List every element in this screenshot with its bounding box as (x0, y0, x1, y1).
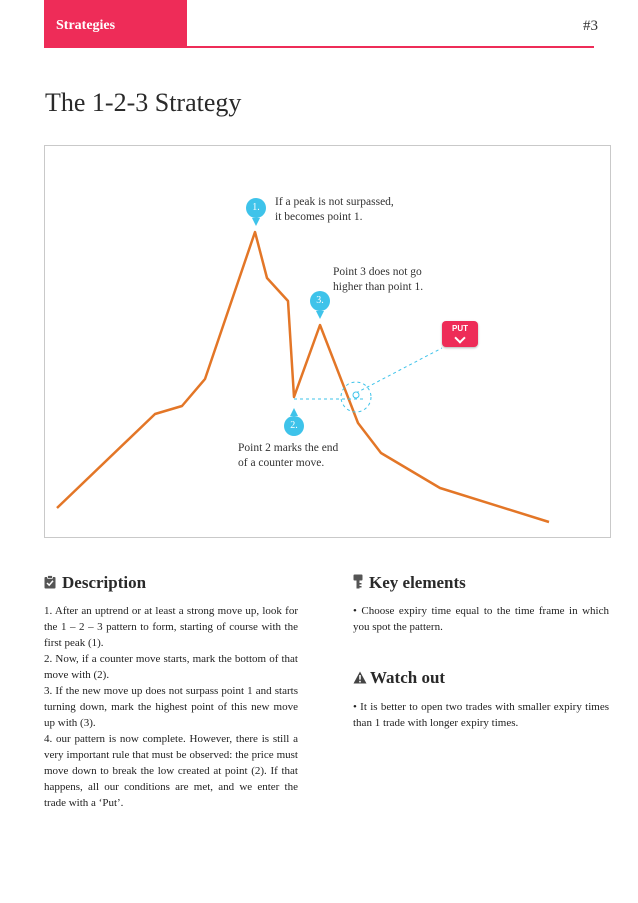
point-2-label: 2. (284, 416, 304, 436)
point-2-annotation-line1: Point 2 marks the end (238, 442, 339, 454)
point-3-annotation-line2: higher than point 1. (333, 281, 424, 293)
description-step-2: 2. Now, if a counter move starts, mark the bottom of that move with (2). (44, 653, 298, 681)
description-body (44, 603, 298, 811)
point-3-label: 3. (310, 291, 330, 311)
key-icon (353, 574, 363, 594)
breakout-point (353, 392, 359, 398)
description-step-1: 1. After an uptrend or at least a strong move up, look for the 1 – 2 – 3 pattern to form, starting of course with the first peak (1). (44, 605, 298, 649)
pattern-chart (44, 145, 611, 538)
description-step-3: 3. If the new move up does not surpass point 1 and starts turning down, mark the highest point of this new move up with (3). (44, 685, 298, 729)
key-elements-body (353, 603, 609, 635)
point-1-label: 1. (246, 198, 266, 218)
clipboard-check-icon (44, 574, 56, 594)
point-3-annotation-line1: Point 3 does not go (333, 266, 422, 278)
key-elements-text: • Choose expiry time equal to the time frame in which you spot the pattern. (353, 605, 609, 633)
point-1-annotation-line2: it becomes point 1. (275, 211, 363, 223)
point-3-annotation (333, 265, 423, 295)
description-step-4: 4. our pattern is now complete. However, there is still a very important rule that must be observed: the price must move down to break the low created at point (2). If that happens, all our conditions are met, and we enter the trade with a ‘Put’. (44, 733, 298, 809)
point-2-annotation-line2: of a counter move. (238, 457, 325, 469)
watch-out-heading: Watch out (370, 668, 446, 687)
put-button[interactable] (442, 321, 478, 347)
description-heading-row (44, 573, 146, 594)
key-elements-heading: Key elements (369, 573, 466, 592)
point-3-pointer (316, 311, 324, 319)
point-2-marker (284, 408, 304, 431)
watch-out-heading-row (353, 668, 445, 689)
point-2-annotation (238, 441, 338, 471)
point-1-annotation (275, 195, 394, 225)
point-1-marker (246, 198, 266, 218)
price-line (57, 232, 549, 522)
watch-out-text: • It is better to open two trades with smaller expiry times than 1 trade with longer expiry times. (353, 701, 609, 729)
point-1-pointer (252, 218, 260, 226)
warning-icon (353, 669, 367, 689)
point-3-marker (310, 291, 330, 311)
entry-dashed-line (356, 348, 442, 393)
page-number: #3 (583, 18, 598, 34)
description-heading: Description (62, 573, 147, 592)
chevron-down-icon (454, 332, 465, 343)
put-button-label: PUT (452, 324, 468, 333)
header-divider (44, 46, 594, 48)
point-1-annotation-line1: If a peak is not surpassed, (275, 196, 394, 208)
section-tab: Strategies (44, 0, 187, 46)
key-elements-heading-row (353, 573, 466, 594)
point-2-pointer (290, 408, 298, 416)
watch-out-body (353, 699, 609, 731)
page-title: The 1-2-3 Strategy (45, 88, 242, 117)
